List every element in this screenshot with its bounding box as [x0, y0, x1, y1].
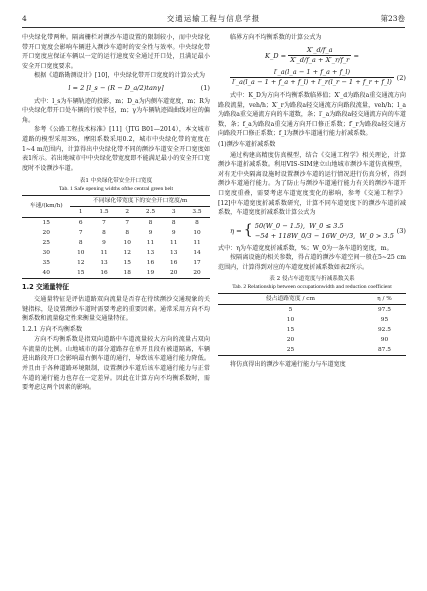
- table-cell: 6: [78, 219, 83, 226]
- standard-reference-paragraph: 参考《公路工程技术标准》[11]（JTG B01—2014），本文城市道路的模型采用3%，摩阻系数采用0.2，城市中央绿化带的宽度在1~4 m范围内，计算得出中央绿化带不同的濒沙车道安全开口宽度如表1所示。若出地城市中中央绿化带宽度即不能满足最小的安全开口宽度时不设濒沙车道。: [22, 126, 210, 172]
- table-cell: 20: [286, 336, 295, 343]
- left-brace-symbol: {: [243, 221, 253, 238]
- table-2-caption-en: Tab. 2 Relationship between occupationwidth and reduction coefficient: [232, 284, 392, 291]
- table-cell: 16: [91, 268, 117, 279]
- formula-2-numerator-1: X′_d/f_a: [288, 46, 351, 57]
- table-1-group-header: 不同绿化带宽度下的安全开口宽度/m: [70, 196, 210, 207]
- table-cell: 8: [102, 229, 106, 236]
- table-cell: 18: [117, 268, 138, 279]
- table-cell: 7: [125, 219, 130, 226]
- table-row: [22, 218, 210, 229]
- table-1-width-header: 1: [70, 207, 91, 218]
- table-row: [218, 325, 406, 335]
- table-cell: 25: [42, 239, 50, 246]
- table-cell: 17: [193, 259, 201, 266]
- table-cell: 12: [123, 249, 131, 256]
- table-cell: 10: [286, 316, 295, 323]
- formula-3-case-2-condition: W_0 > 3.5: [359, 231, 394, 240]
- table-2-caption: 表 2 侵占车道宽度与折减系数关系: [269, 276, 355, 283]
- formula-3: [218, 221, 406, 241]
- page-number: 4: [22, 14, 27, 23]
- table-cell: 9: [171, 229, 176, 236]
- table-cell: 10: [193, 229, 201, 236]
- formula-2-fraction-2: [230, 68, 394, 88]
- table-row: [218, 315, 406, 325]
- table-1-width-header: 3.5: [184, 207, 210, 218]
- table-row: [218, 345, 406, 356]
- closing-paragraph: 将仿真得出的濒沙车道通行能力与车道宽度: [230, 361, 346, 369]
- table-row: [22, 258, 210, 268]
- table-cell: 20: [184, 268, 210, 279]
- formula-1-lhs: l = 2: [68, 83, 85, 92]
- formula-3-variables: 式中：η为车道宽度折减系数，%；W_0为一条车道的宽度，m。: [218, 244, 393, 252]
- table-cell: 95: [380, 316, 389, 323]
- left-column: [22, 33, 210, 393]
- table-cell: 8: [171, 219, 176, 226]
- formula-1-number: (1): [200, 83, 210, 92]
- formula-3-case-2: −54 + 118W_0/3 − 16W_0²/3: [254, 231, 354, 240]
- table-cell: 9: [148, 229, 153, 236]
- table-row: [22, 248, 210, 258]
- formula-2-fraction-1: [288, 46, 351, 66]
- table-cell: 97.5: [377, 306, 391, 313]
- table-1-caption: 表1 中央绿化带安全开口宽度: [79, 178, 153, 185]
- journal-title: 交通运输工程与信息学报: [166, 14, 261, 23]
- table-cell: 20: [163, 268, 184, 279]
- table-cell: 16: [170, 259, 178, 266]
- table-cell: 11: [170, 239, 178, 246]
- volume-label: 第23卷: [380, 14, 405, 23]
- table-2-intro: 按隔离设施的相关参数，得占道的濒沙车道空间一般在5~25 cm范围内，计算得到对应的车道宽度折减系数如表2所示。: [218, 254, 406, 271]
- table-cell: 10: [123, 239, 131, 246]
- formula-1-variables: 式中：l_s为车辆轨迹的投影，m；D_a为内侧车道宽度，m；R为中央绿化带开口处车辆的行驶半径，m；γ为车辆轨迹圆曲线对应的偏角。: [22, 97, 210, 124]
- table-cell: 90: [380, 336, 389, 343]
- table-cell: 15: [70, 268, 91, 279]
- table-cell: 9: [102, 239, 106, 246]
- table-cell: 11: [100, 249, 108, 256]
- table-cell: 5: [288, 306, 293, 313]
- header-rule: [22, 27, 405, 28]
- table-cell: 13: [146, 249, 155, 256]
- table-cell: 15: [42, 219, 50, 226]
- reduction-coefficient-paragraph: 通过构建高精度仿真模型，结合《交通工程学》相关理论，计算濒沙车道折减系数。利用VIS-SIM建立山地城市濒沙车道仿真模型，对有无中央隔离设施时设置濒沙车道的运行情况进行仿真分析，得到濒沙车道通行能力。为了防止与濒沙车道通行能力有关的濒沙车道开口宽度重叠，需要考虑车道宽度变化的影响，参考《交通工程学》[12]中车道宽度折减系数研究，计算不同车道宽度下的濒沙车道折减系数，车道宽度折减系数计算公式为: [218, 151, 406, 217]
- formula-1-body: l_s − (R − D_a/2)tanγ: [89, 83, 162, 92]
- table-cell: 25: [218, 345, 363, 356]
- table-cell: 92.5: [377, 326, 391, 333]
- formula-3-case-1: 50(W_0 − 1.5): [254, 221, 303, 230]
- subsection-paragraph: 方向不均衡系数是指双向道路中车道流量较大方向的流量占双向车流量的比例。山地城市的部分道路存在单开且段有被道隔离，车辆进出路段开口会影响最右侧车道的通行，导致该车道通行能力降低。并且由于各种道路环境限制，设置濒沙车道后该车道通行能力与正常车道的通行能力也存在一定差异。因此在计算方向不均衡系数时，需要考虑这两个因素的影响。: [22, 336, 210, 392]
- table-cell: 19: [138, 268, 164, 279]
- formula-2-denominator-2: l′_a(l_a − 1 + f_a + f_l) + l′_r(l_r − 1 + f_r + f_l): [232, 78, 392, 87]
- table-cell: 7: [78, 229, 83, 236]
- formula-2-lhs: K_D =: [265, 51, 287, 60]
- table-cell: 8: [125, 229, 130, 236]
- table-1-width-header: 2.5: [138, 207, 164, 218]
- table-row: [218, 305, 406, 316]
- table-cell: 16: [146, 259, 155, 266]
- table-cell: 20: [42, 229, 50, 236]
- table-cell: 8: [195, 219, 199, 226]
- table-1-width-header: 2: [117, 207, 138, 218]
- table-2-width-header: 侵占道路宽度 / cm: [218, 294, 363, 305]
- subsection-heading: 1.2.1 方向不均衡系数: [22, 325, 83, 333]
- table-row: [22, 268, 210, 279]
- table-cell: 40: [22, 268, 70, 279]
- intro-paragraph: 中央绿化带两种。隔离栅栏对濒沙车道设置的限制较小，而中央绿化带开口宽度会影响车辆进入濒沙车道时的安全性与效率。中央绿化带开口宽度应保证车辆以一定的运行速度安全通过开口处，且满足最小安全开口宽度要求。: [22, 34, 210, 70]
- table-cell: 15: [123, 259, 131, 266]
- formula-intro-paragraph: 根据《道路勘测设计》[10]，中央绿化带开口宽度的计算公式为: [34, 72, 205, 80]
- table-cell: 7: [102, 219, 106, 226]
- table-2-eta-header: η / %: [363, 294, 406, 305]
- table-cell: 12: [77, 259, 85, 266]
- table-1-width-header: 1.5: [91, 207, 117, 218]
- running-header: [22, 12, 405, 26]
- table-cell: 8: [148, 219, 153, 226]
- table-cell: 35: [42, 259, 50, 266]
- table-cell: 30: [42, 249, 50, 256]
- table-row: [218, 335, 406, 345]
- formula-2-numerator-2: l′_a(l_a − 1 + f_a + f_l): [230, 68, 394, 79]
- table-cell: 15: [286, 326, 295, 333]
- formula-2-denominator-1: X′_d/f_a + X′_r/f_r: [290, 56, 350, 65]
- table-1: [22, 195, 210, 279]
- table-cell: 10: [77, 249, 85, 256]
- formula-3-case-1-condition: W_0 ≤ 3.5: [309, 221, 344, 230]
- formula-3-number: (3): [396, 226, 406, 235]
- table-cell: 13: [170, 249, 178, 256]
- formula-3-lhs: η =: [230, 226, 242, 235]
- table-2: [218, 293, 406, 356]
- table-cell: 8: [78, 239, 83, 246]
- right-column: [218, 33, 406, 370]
- table-cell: 13: [100, 259, 108, 266]
- formula-2-number: (2): [396, 74, 406, 83]
- formula-3-cases: 50(W_0 − 1.5), W_0 ≤ 3.5 −54 + 118W_0/3 − 16W_0²/3, W_0 > 3.5: [254, 221, 394, 240]
- table-row: [22, 228, 210, 238]
- formula-2-variables: 式中：K_D为方向不均衡系数临界值；X′_d为路段a重交通流方向路段流量，veh/h；X′_r为路段a轻交通流方向路段流量，veh/h；l_a为路段a重交通流方向的车道数，条；l′_a为路段a轻交通流方向的车道数，条；f_a为路段a重交通方向开口修正系数；f′_r为路段a轻交通方向路段开口修正系数；f_l为濒沙车道通行能力折减系数。: [218, 91, 406, 138]
- table-cell: 11: [146, 239, 155, 246]
- section-paragraph: 交通量特征是评估道路双向流量是否存在待续濒沙交通现象的关键指标，是设置濒沙车道时需要考虑的重要因素。通常采用方向不均衡系数和流量稳定性来衡量交通量特征。: [22, 295, 210, 323]
- table-cell: 14: [193, 249, 201, 256]
- table-1-speed-header: 车速/(km/h): [22, 196, 70, 218]
- table-cell: 87.5: [363, 345, 406, 356]
- subsection-heading: (1)濒沙车道折减系数: [218, 140, 276, 148]
- table-1-caption-en: Tab. 1 Safe opening widths ofthe central green belt: [58, 186, 174, 193]
- table-row: [22, 238, 210, 248]
- table-cell: 11: [193, 239, 201, 246]
- section-heading: 1.2 交通量特征: [22, 283, 69, 292]
- formula-1: l = 2 [l_s − (R − D_a/2)tanγ] (1): [68, 83, 210, 92]
- table-1-width-header: 3: [163, 207, 184, 218]
- formula-2: K_D = $\frac{X'\_d/f\_a}{X'\_d/f\_a + X'\_r/f\_r}$ = $\frac{l'\_a(l\_a - 1 + f\_a + f\_l)}{l'\_a(l\_a - 1 + f\_a + f\_l) + l'\_r(l\_r - 1 + f\_r + f\_l)}$ (2): [232, 45, 406, 87]
- formula-2-intro: 临界方向不均衡系数的计算公式为: [230, 34, 322, 41]
